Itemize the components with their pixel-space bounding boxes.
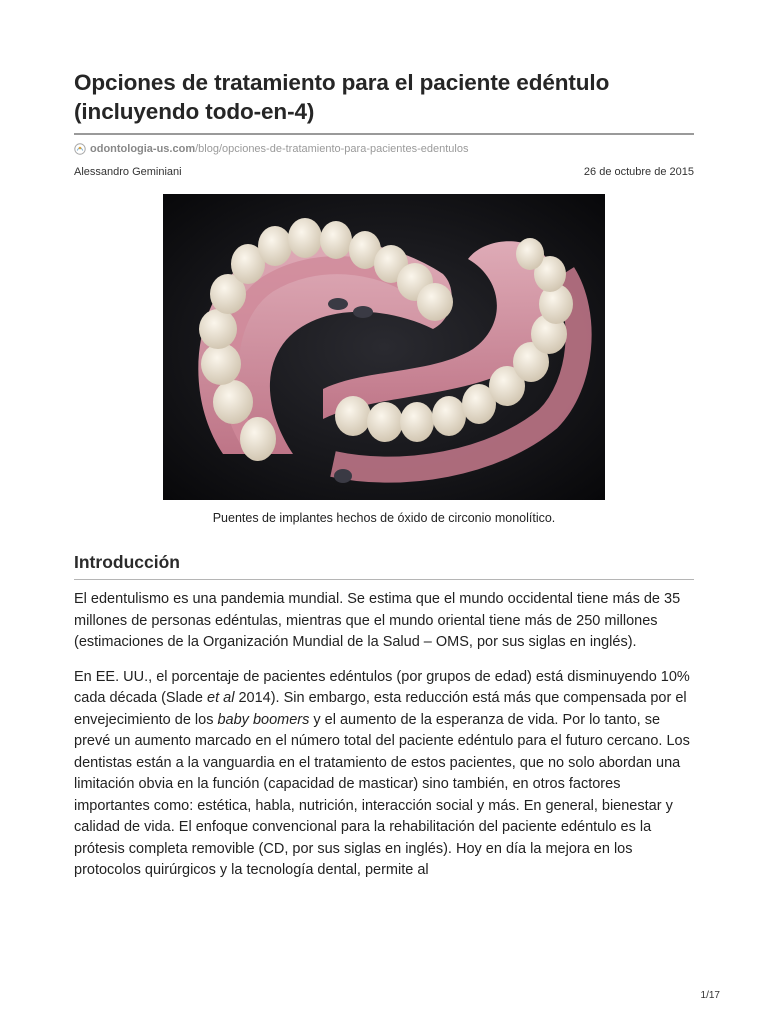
figure [163, 194, 605, 526]
article-title [74, 68, 694, 126]
paragraph-2 [74, 667, 694, 882]
paragraph-2-part-a: En EE. UU., el porcentaje de pacientes edéntulos (por grupos de edad) está disminuyendo 10% cada década (Slade [74, 668, 690, 706]
figure-caption: Puentes de implantes hechos de óxido de circonio monolítico. [212, 511, 556, 525]
page-number: 1/17 [700, 990, 720, 1001]
site-favicon-icon [74, 143, 86, 155]
title-divider [74, 133, 694, 135]
title-line-2: (incluyendo todo-en-4) [74, 99, 315, 124]
document-page [74, 68, 694, 882]
author-name: Alessandro Geminiani [74, 166, 182, 178]
term-baby-boomers: baby boomers [217, 711, 310, 728]
citation-et-al: et al [207, 690, 235, 706]
source-url[interactable] [74, 141, 694, 157]
source-path[interactable]: /blog/opciones-de-tratamiento-para-pacientes-edentulos [195, 143, 469, 155]
section-heading-introduccion: Introducción [74, 552, 180, 572]
byline [74, 165, 694, 179]
paragraph-2-part-c: y el aumento de la esperanza de vida. Por lo tanto, se prevé un aumento marcado en el número total del paciente edéntulo para el futuro cercano. Los dentistas están a la vanguardia en el tratamiento de estos pacientes, que no solo abordan una limitación obvia en la función (capacidad de masticar) sino también, en otros factores importantes como: estética, habla, nutrición, interacción social y más. En general, bienestar y calidad de vida. El enfoque convencional para la rehabilitación del paciente edéntulo es la prótesis completa removible (CD, por sus siglas en inglés). Hoy en día la mejora en los protocolos quirúrgicos y la tecnología dental, permite al [74, 711, 690, 878]
publish-date: 26 de octubre de 2015 [583, 166, 694, 178]
paragraph-2-part-b: 2014). Sin embargo, esta reducción está más que compensada por el envejecimiento de los [74, 690, 687, 728]
title-line-1: Opciones de tratamiento para el paciente edéntulo [74, 70, 610, 95]
dental-bridges-photo [163, 194, 605, 500]
source-domain[interactable]: odontologia-us.com [90, 143, 196, 155]
section-divider [74, 579, 694, 580]
paragraph-1: El edentulismo es una pandemia mundial. Se estima que el mundo occidental tiene más de 35 millones de personas edéntulas, mientras que el mundo oriental tiene más de 250 millones (estimaciones de la Organización Mundial de la Salud – OMS, por sus siglas en inglés). [74, 591, 681, 650]
